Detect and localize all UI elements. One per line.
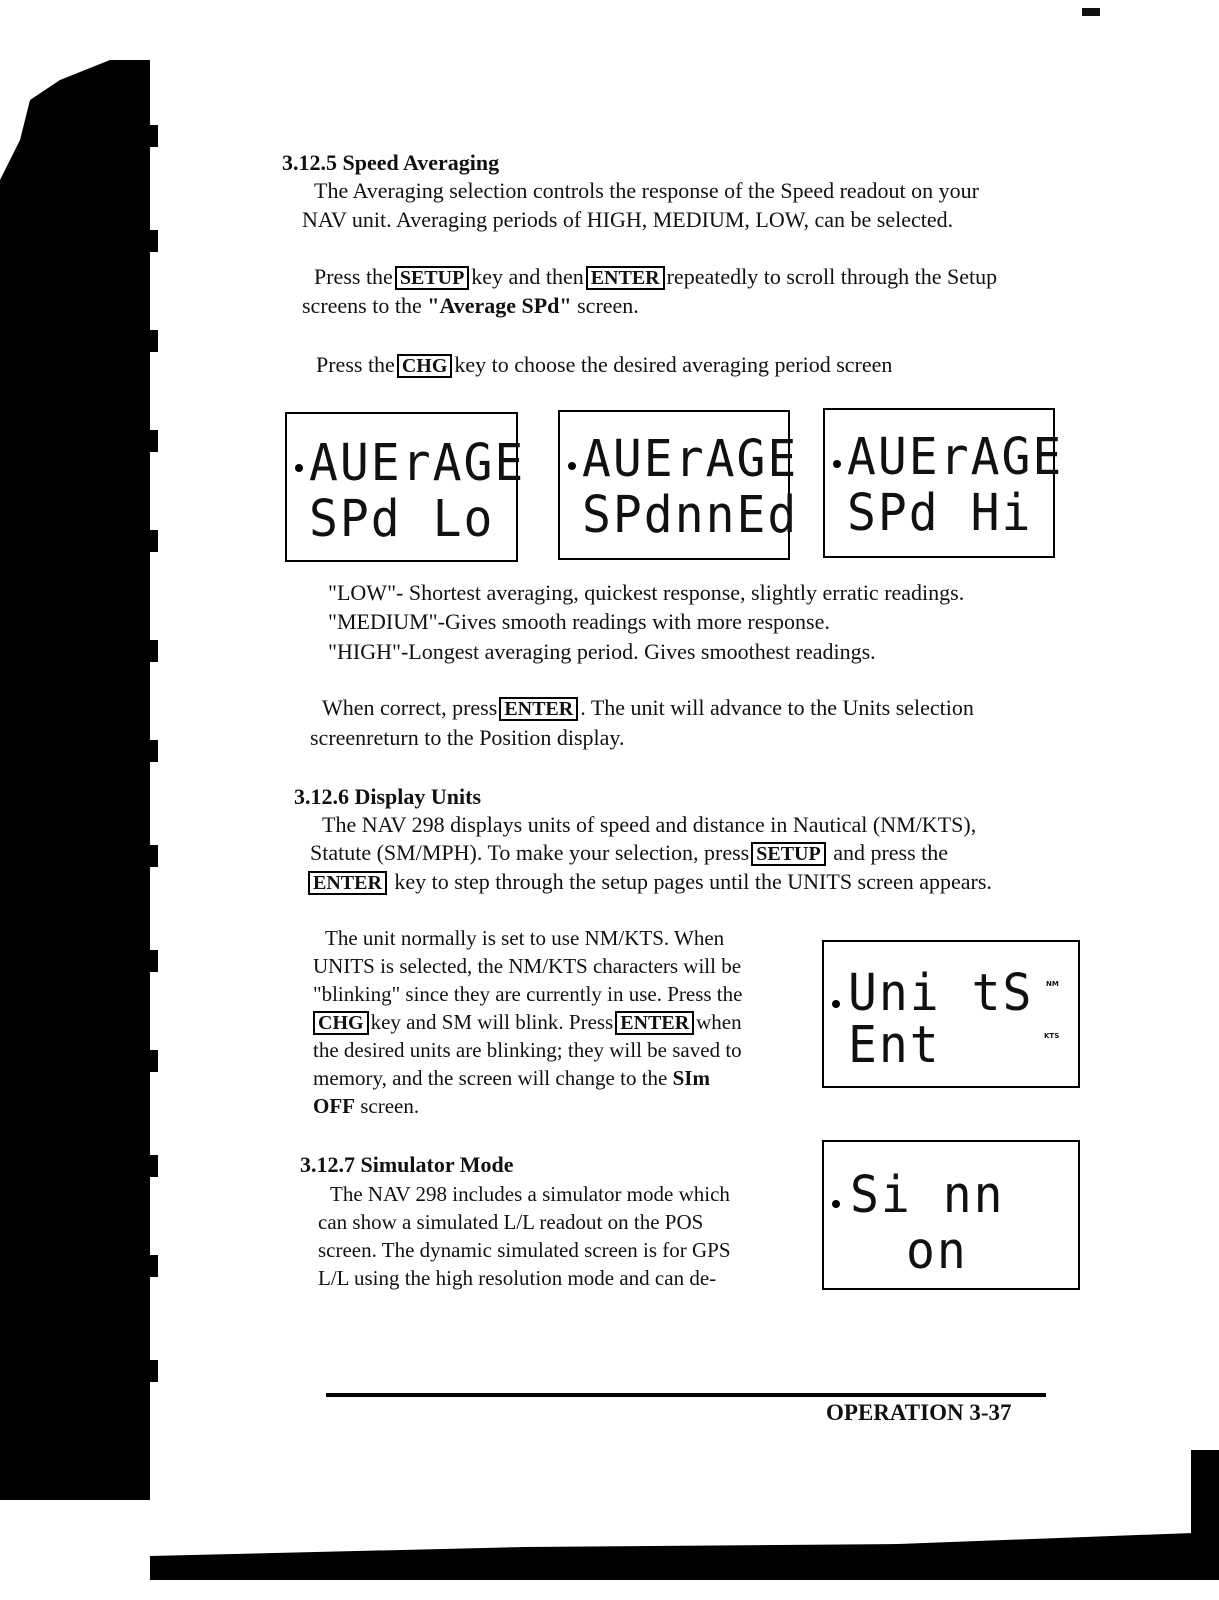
paragraph-line: Press the CHG key to choose the desired averaging period screen bbox=[316, 352, 893, 377]
lcd-average-medium: AUErAGE SPdnnEd bbox=[558, 410, 790, 560]
paragraph-line: UNITS is selected, the NM/KTS characters will be bbox=[313, 954, 742, 978]
paragraph-line: NAV unit. Averaging periods of HIGH, MEDIUM, LOW, can be selected. bbox=[302, 207, 954, 232]
enter-key: ENTER bbox=[308, 871, 387, 895]
kts-indicator: KTS bbox=[1044, 1032, 1060, 1040]
paragraph-line: When correct, press ENTER . The unit will advance to the Units selection bbox=[322, 695, 974, 720]
lcd-average-low: AUErAGE SPd Lo bbox=[285, 412, 518, 562]
lcd-dot-icon bbox=[833, 460, 841, 468]
paragraph-line: screen. The dynamic simulated screen is for GPS bbox=[318, 1238, 731, 1262]
paragraph-line: CHG key and SM will blink. Press ENTER when bbox=[311, 1008, 742, 1037]
paragraph-line: OFF screen. bbox=[313, 1094, 420, 1118]
chg-key: CHG bbox=[313, 1011, 369, 1035]
description-high: "HIGH"-Longest averaging period. Gives smoothest readings. bbox=[328, 639, 876, 664]
scan-mark bbox=[1082, 8, 1100, 16]
paragraph-line: Statute (SM/MPH). To make your selection, press SETUP and press the bbox=[310, 840, 949, 865]
paragraph-line: The unit normally is set to use NM/KTS. When bbox=[325, 926, 725, 950]
enter-key: ENTER bbox=[499, 697, 578, 721]
paragraph-line: ENTER key to step through the setup pages until the UNITS screen appears. bbox=[306, 867, 992, 896]
section-heading-display-units: 3.12.6 Display Units bbox=[294, 784, 482, 809]
paragraph-line: Press the SETUP key and then ENTER repeatedly to scroll through the Setup bbox=[314, 264, 998, 289]
section-heading-simulator-mode: 3.12.7 Simulator Mode bbox=[300, 1152, 514, 1177]
paragraph-line: The NAV 298 includes a simulator mode which bbox=[330, 1182, 730, 1206]
paragraph-line: screenreturn to the Position display. bbox=[310, 725, 625, 750]
nm-indicator: NM bbox=[1046, 980, 1059, 988]
paragraph-line: The NAV 298 displays units of speed and distance in Nautical (NM/KTS), bbox=[322, 812, 977, 837]
description-medium: "MEDIUM"-Gives smooth readings with more response. bbox=[328, 609, 830, 634]
paragraph-line: memory, and the screen will change to the SIm bbox=[313, 1066, 710, 1090]
lcd-average-high: AUErAGE SPd Hi bbox=[823, 408, 1055, 558]
chg-key: CHG bbox=[397, 354, 453, 378]
paragraph-line: L/L using the high resolution mode and can de- bbox=[318, 1266, 717, 1290]
paragraph-line: "blinking" since they are currently in use. Press the bbox=[313, 982, 743, 1006]
paragraph-line: The Averaging selection controls the response of the Speed readout on your bbox=[314, 178, 979, 203]
setup-key: SETUP bbox=[751, 842, 825, 866]
enter-key: ENTER bbox=[586, 266, 665, 290]
section-heading-speed-averaging: 3.12.5 Speed Averaging bbox=[282, 150, 500, 175]
footer-rule bbox=[326, 1393, 1046, 1397]
lcd-simulator: Si nn on bbox=[822, 1140, 1080, 1290]
paragraph-line: the desired units are blinking; they will be saved to bbox=[313, 1038, 742, 1062]
lcd-dot-icon bbox=[832, 1000, 840, 1008]
spiral-binding-edge bbox=[0, 60, 150, 1500]
lcd-dot-icon bbox=[832, 1200, 840, 1208]
paragraph-line: screens to the "Average SPd" screen. bbox=[302, 293, 639, 318]
page-footer: OPERATION 3-37 bbox=[826, 1400, 1012, 1425]
lcd-dot-icon bbox=[568, 462, 576, 470]
setup-key: SETUP bbox=[395, 266, 469, 290]
lcd-dot-icon bbox=[295, 464, 303, 472]
right-shadow bbox=[1191, 1450, 1219, 1540]
paragraph-line: can show a simulated L/L readout on the POS bbox=[318, 1210, 704, 1234]
description-low: "LOW"- Shortest averaging, quickest response, slightly erratic readings. bbox=[328, 580, 965, 605]
bottom-shadow bbox=[150, 1520, 1219, 1580]
lcd-units: Uni tS Ent NM KTS bbox=[822, 940, 1080, 1088]
enter-key: ENTER bbox=[615, 1011, 694, 1035]
